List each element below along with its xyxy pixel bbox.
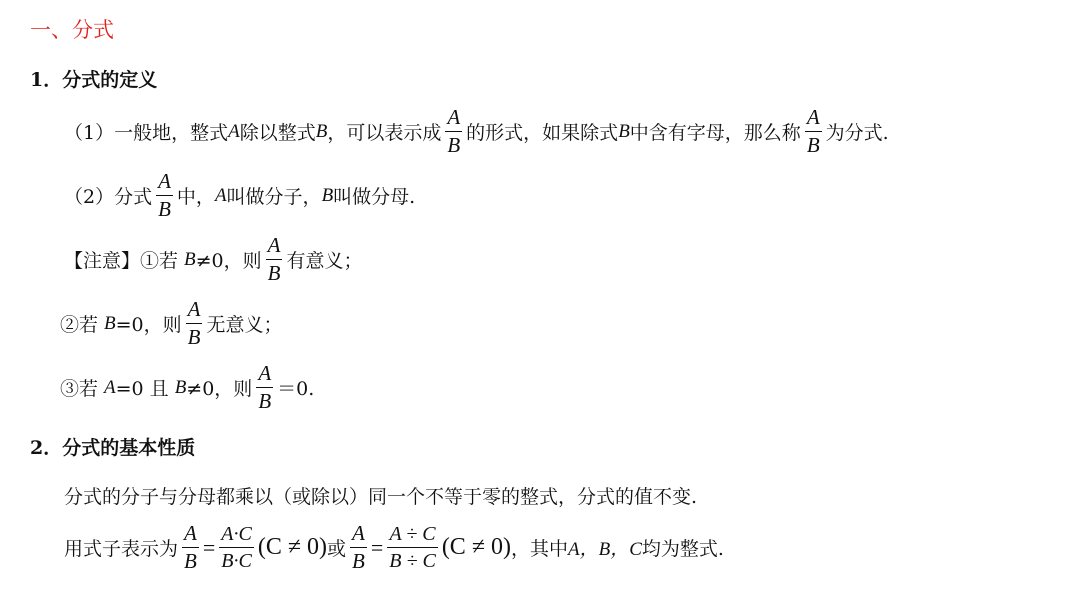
text-segment: （1）一般地，整式 xyxy=(64,122,229,145)
text-segment: ③若 xyxy=(60,378,99,401)
text-segment: 或 xyxy=(327,538,347,561)
variable-b: B xyxy=(321,184,334,206)
text-segment: 中含有字母，那么称 xyxy=(629,122,801,145)
fraction-denominator: B xyxy=(352,549,365,574)
fraction-numerator: A xyxy=(267,233,281,257)
property-formula-line xyxy=(64,522,724,573)
equals-sign: = xyxy=(202,534,216,560)
text-segment: （2）分式 xyxy=(64,186,153,209)
variable-b: B xyxy=(174,376,187,398)
equals-sign: = xyxy=(370,534,384,560)
fraction-numerator: A xyxy=(806,105,820,129)
fraction-numerator: A xyxy=(158,169,171,193)
fraction-denominator: B xyxy=(267,261,281,286)
text-segment: ＝0. xyxy=(277,378,315,401)
fraction-denominator: B xyxy=(258,389,272,414)
text-segment: 中， xyxy=(176,186,215,209)
definition-paragraph-1 xyxy=(64,106,889,157)
text-segment: =0 且 xyxy=(115,378,169,401)
text-segment: ≠0，则 xyxy=(186,378,253,401)
heading-text: 分式的基本性质 xyxy=(62,437,196,459)
fraction-a-over-b xyxy=(256,362,273,413)
fraction-denominator: B ÷ C xyxy=(389,550,436,573)
section-title xyxy=(30,14,114,44)
fraction-ac-over-bc xyxy=(219,523,254,572)
text-segment: ，可以表示成 xyxy=(327,122,442,145)
fraction-numerator: A·C xyxy=(221,523,252,546)
fraction-a-over-b xyxy=(186,298,203,349)
text-segment: 的形式，如果除式 xyxy=(466,122,619,145)
text-segment: 为分式. xyxy=(825,122,889,145)
text-segment: ≠0，则 xyxy=(195,250,262,273)
variable-b: B xyxy=(104,312,116,334)
fraction-denominator: B xyxy=(184,549,197,574)
text-segment: 无意义； xyxy=(206,314,283,337)
text-segment: 除以整式 xyxy=(239,122,316,145)
text-segment: ②若 xyxy=(60,314,99,337)
fraction-a-over-b xyxy=(156,170,173,221)
condition: (C ≠ 0) xyxy=(257,534,327,561)
fraction-denominator: B xyxy=(806,133,820,158)
variables-list: A，B，C xyxy=(568,539,642,561)
variable-a: A xyxy=(214,184,227,206)
variable-a: A xyxy=(228,120,240,142)
fraction-a-over-b xyxy=(445,106,462,157)
section-title-text: 一、分式 xyxy=(30,18,114,42)
text-segment: 分式的分子与分母都乘以（或除以）同一个不等于零的整式，分式的值不变. xyxy=(64,486,698,508)
fraction-numerator: A xyxy=(352,521,365,545)
fraction-a-over-b xyxy=(266,234,283,285)
fraction-numerator: A xyxy=(184,521,197,545)
variable-a: A xyxy=(104,376,116,398)
fraction-a-over-b xyxy=(805,106,822,157)
text-segment: 叫做分母. xyxy=(333,186,416,209)
fraction-numerator: A xyxy=(258,361,272,385)
fraction-denominator: B xyxy=(158,197,171,222)
heading-definition xyxy=(30,65,157,92)
variable-b: B xyxy=(184,248,196,270)
text-segment: 【注意】①若 xyxy=(64,250,179,273)
fraction-a-div-c-over-b-div-c xyxy=(387,523,438,572)
heading-number: 1． xyxy=(30,69,63,91)
heading-text: 分式的定义 xyxy=(62,69,158,91)
variable-b: B xyxy=(315,120,328,142)
text-segment: 用式子表示为 xyxy=(64,538,179,561)
fraction-denominator: B xyxy=(187,325,201,350)
text-segment: 均为整式. xyxy=(641,538,724,561)
heading-number: 2． xyxy=(30,437,63,459)
text-segment: ，其中 xyxy=(510,538,568,561)
definition-paragraph-2 xyxy=(64,170,415,221)
text-segment: =0，则 xyxy=(115,314,182,337)
note-item-2 xyxy=(60,298,282,349)
fraction-numerator: A xyxy=(187,297,201,321)
property-paragraph xyxy=(64,482,697,509)
fraction-denominator: B xyxy=(447,133,461,158)
text-segment: 叫做分子， xyxy=(226,186,322,209)
text-segment: 有意义； xyxy=(286,250,363,273)
fraction-a-over-b xyxy=(182,522,199,573)
fraction-a-over-b xyxy=(350,522,367,573)
fraction-numerator: A xyxy=(447,105,461,129)
heading-basic-property xyxy=(30,433,195,460)
variable-b: B xyxy=(618,120,630,142)
note-item-1 xyxy=(64,234,362,285)
fraction-denominator: B·C xyxy=(221,550,252,573)
fraction-numerator: A ÷ C xyxy=(389,523,436,546)
note-item-3 xyxy=(60,362,314,413)
condition: (C ≠ 0) xyxy=(441,534,511,561)
